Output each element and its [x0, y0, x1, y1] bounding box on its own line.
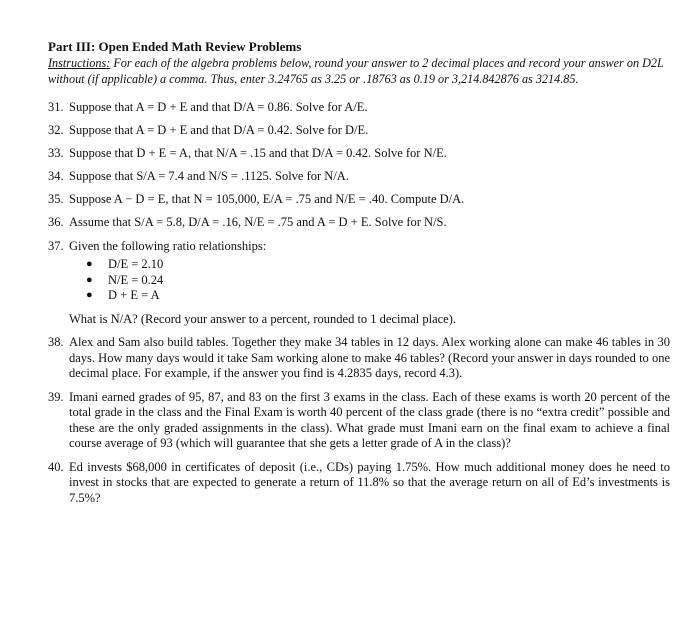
question-32: [48, 123, 670, 139]
list-item-text: D + E = A: [108, 288, 160, 303]
question-text: Suppose that S/A = 7.4 and N/S = .1125. Solve for N/A.: [69, 169, 349, 184]
instructions: [48, 56, 670, 87]
question-text: Suppose that A = D + E and that D/A = 0.42. Solve for D/E.: [69, 123, 369, 138]
question-number: 34.: [48, 169, 64, 184]
document-page: [48, 39, 670, 514]
question-number: 37.: [48, 238, 64, 253]
list-item-text: N/E = 0.24: [108, 272, 164, 287]
question-31: [48, 100, 670, 116]
question-text: Given the following ratio relationships:: [69, 238, 267, 253]
question-text: Imani earned grades of 95, 87, and 83 on the first 3 exams in the class. Each of these exams is worth 20 percent of the total grade in the class and the Final Exam is worth 40 percent of the class grade (there is no “extra credit” possible and these are the only graded assignments in the class). What grade must Imani earn on the final exam to achieve a final course average of 93 (which will guarantee that she gets a letter grade of A in the class)?: [69, 389, 670, 451]
bullet-icon: ●: [86, 289, 93, 302]
question-number: 31.: [48, 100, 64, 114]
instructions-label: Instructions:: [48, 56, 111, 70]
question-text: Suppose that D + E = A, that N/A = .15 and that D/A = 0.42. Solve for N/E.: [69, 146, 447, 161]
question-34: [48, 169, 670, 185]
question-36: [48, 215, 670, 231]
question-body: [69, 239, 670, 328]
bullet-icon: ●: [86, 273, 93, 286]
question-38: [48, 335, 670, 382]
question-text: Suppose A − D = E, that N = 105,000, E/A = .75 and N/E = .40. Compute D/A.: [69, 192, 465, 207]
question-39: [48, 390, 670, 452]
question-number: 33.: [48, 146, 64, 161]
list-item: [86, 257, 670, 273]
question-33: [48, 146, 670, 162]
list-item: [86, 273, 670, 289]
question-40: [48, 460, 670, 507]
question-number: 39.: [48, 389, 64, 404]
list-item: [86, 288, 670, 304]
question-text: Suppose that A = D + E and that D/A = 0.86. Solve for A/E.: [69, 100, 368, 114]
question-text: Ed invests $68,000 in certificates of deposit (i.e., CDs) paying 1.75%. How much additional money does he need to invest in stocks that are expected to generate a return of 11.8% so that the average return on all of Ed’s investments is 7.5%?: [69, 459, 670, 505]
question-37: [48, 239, 670, 328]
question-35: [48, 192, 670, 208]
list-item-text: D/E = 2.10: [108, 257, 164, 272]
question-number: 40.: [48, 459, 64, 474]
question-number: 36.: [48, 215, 64, 230]
instructions-text: For each of the algebra problems below, round your answer to 2 decimal places and record your answer on D2L without (if applicable) a comma. Thus, enter 3.24765 as 3.25 or .18763 as 0.19 or 3,214.842876 as 3214.85.: [48, 56, 664, 86]
question-number: 38.: [48, 335, 64, 350]
ratio-list: [69, 257, 670, 304]
question-text: Alex and Sam also build tables. Together they make 34 tables in 12 days. Alex working alone can make 46 tables in 30 days. How many days would it take Sam working alone to make 46 tables? (Record your answer in days rounded to one decimal place. For example, if the answer you find is 4.2835 days, record 4.3).: [69, 335, 670, 381]
bullet-icon: ●: [86, 258, 93, 271]
question-number: 32.: [48, 123, 64, 138]
question-number: 35.: [48, 192, 64, 207]
question-followup: What is N/A? (Record your answer to a percent, rounded to 1 decimal place).: [69, 311, 457, 326]
section-title: Part III: Open Ended Math Review Problems: [48, 39, 302, 54]
question-text: Assume that S/A = 5.8, D/A = .16, N/E = .75 and A = D + E. Solve for N/S.: [69, 215, 447, 230]
question-list: [48, 100, 670, 506]
